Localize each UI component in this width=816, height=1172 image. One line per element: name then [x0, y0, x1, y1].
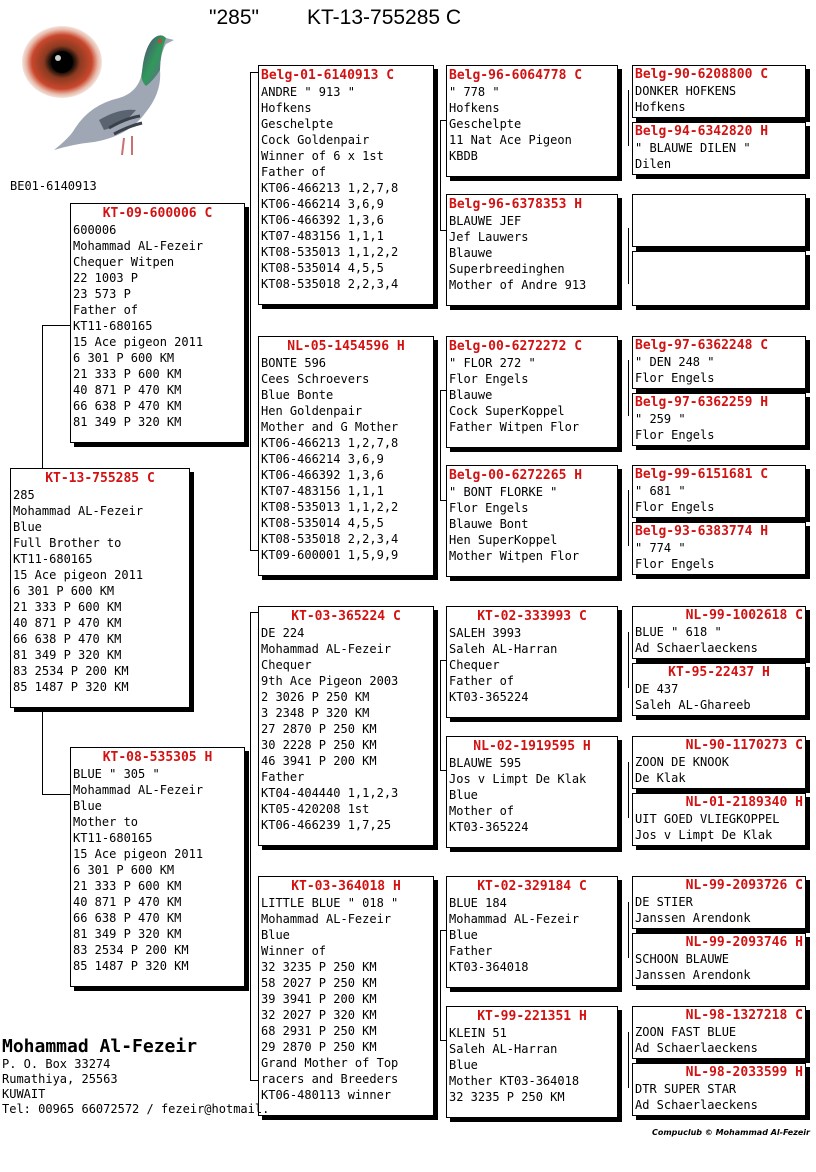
gg-grandparent-card: NL-90-1170273 C ZOON DE KNOOK De Klak — [632, 736, 806, 789]
pigeon-details: DE 224 Mohammad AL-Fezeir Chequer 9th Ace Pigeon 2003 2 3026 P 250 KM 3 2348 P 320 KM 27 2870 P 250 KM 30 2228 P 250 KM 46 3941 P 200 KM Father KT04-404440 1,1,2,3 KT05-420208 1st KT06-466239 1,7,25 — [261, 626, 399, 832]
great-grandparent-card: Belg-00-6272272 C " FLOR 272 " Flor Engels Blauwe Cock SuperKoppel Father Witpen Flor — [446, 336, 618, 448]
ring-number: Belg-96-6378353 H — [449, 197, 583, 212]
dam-dam-card — [258, 876, 434, 1116]
great-grandparent-card: Belg-00-6272265 H " BONT FLORKE " Flor Engels Blauwe Bont Hen SuperKoppel Mother Witpen Flor — [446, 465, 618, 577]
owner-contact: Mohammad Al-Fezeir P. O. Box 33274 Rumathiya, 25563 KUWAIT Tel: 00965 66072572 / fezeir@hotmail. — [2, 1036, 270, 1116]
ring-number: Belg-00-6272265 H — [449, 468, 583, 483]
gg-grandparent-card: Belg-94-6342820 H " BLAUWE DILEN " Dilen — [632, 122, 806, 175]
pigeon-details: LITTLE BLUE " 018 " Mohammad AL-Fezeir Blue Winner of 32 3235 P 250 KM 58 2027 P 250 KM 39 3941 P 200 KM 32 2027 P 320 KM 68 2931 P 250 KM 29 2870 P 250 KM Grand Mother of Top racers and Breeders KT06-480113 winner — [261, 896, 399, 1102]
pigeon-details: 285 Mohammad AL-Fezeir Blue Full Brother to KT11-680165 15 Ace pigeon 2011 6 301 P 600 KM 21 333 P 600 KM 40 871 P 470 KM 66 638 P 470 KM 81 349 P 320 KM 83 2534 P 200 KM 85 1487 P 320 KM — [13, 488, 144, 694]
gg-grandparent-card: Belg-99-6151681 C " 681 " Flor Engels — [632, 465, 806, 518]
ring-number: KT-08-535305 H — [102, 750, 213, 765]
gg-grandparent-card: KT-95-22437 H DE 437 Saleh AL-Ghareeb — [632, 663, 806, 716]
great-grandparent-card: Belg-96-6064778 C " 778 " Hofkens Geschelpte 11 Nat Ace Pigeon KBDB — [446, 65, 618, 177]
ring-number: KT-09-600006 C — [102, 206, 213, 221]
ring-number: Belg-00-6272272 C — [449, 339, 583, 354]
great-grandparent-card: KT-02-329184 C BLUE 184 Mohammad AL-Fezeir Blue Father KT03-364018 — [446, 876, 618, 988]
great-grandparent-card: KT-99-221351 H KLEIN 51 Saleh AL-Harran Blue Mother KT03-364018 32 3235 P 250 KM — [446, 1006, 618, 1118]
pigeon-details: BONTE 596 Cees Schroevers Blue Bonte Hen Goldenpair Mother and G Mother KT06-466213 1,2,7,8 KT06-466214 3,6,9 KT06-466392 1,3,6 KT07-483156 1,1,1 KT08-535013 1,1,2,2 KT08-535014 4,5,5 KT08-535018 2,2,3,4 KT09-600001 1,5,9,9 — [261, 356, 399, 562]
sire-dam-card — [258, 336, 434, 576]
gg-grandparent-card-empty — [632, 251, 806, 306]
ring-number: Belg-01-6140913 C — [261, 68, 395, 83]
pigeon-details: BLUE " 305 " Mohammad AL-Fezeir Blue Mother to KT11-680165 15 Ace pigeon 2011 6 301 P 600 KM 21 333 P 600 KM 40 871 P 470 KM 66 638 P 470 KM 81 349 P 320 KM 83 2534 P 200 KM 85 1487 P 320 KM — [73, 767, 204, 973]
footer-credit: Compuclub © Mohammad Al-Fezeir — [651, 1128, 810, 1137]
owner-name: Mohammad Al-Fezeir — [2, 1036, 198, 1057]
pigeon-details: ANDRE " 913 " Hofkens Geschelpte Cock Goldenpair Winner of 6 x 1st Father of KT06-466213 1,2,7,8 KT06-466214 3,6,9 KT06-466392 1,3,6 KT07-483156 1,1,1 KT08-535013 1,1,2,2 KT08-535014 4,5,5 KT08-535018 2,2,3,4 — [261, 85, 399, 291]
gg-grandparent-card: NL-01-2189340 H UIT GOED VLIEGKOPPEL Jos v Limpt De Klak — [632, 793, 806, 846]
ring-number: KT-99-221351 H — [477, 1009, 587, 1024]
owner-phone-email: Tel: 00965 66072572 / fezeir@hotmail. — [2, 1102, 270, 1116]
gg-grandparent-card: NL-98-2033599 H DTR SUPER STAR Ad Schaerlaeckens — [632, 1063, 806, 1116]
ring-number: KT-03-365224 C — [291, 609, 401, 624]
ring-number: KT-02-333993 C — [477, 609, 587, 624]
pigeon-details: 600006 Mohammad AL-Fezeir Chequer Witpen 22 1003 P 23 573 P Father of KT11-680165 15 Ace pigeon 2011 6 301 P 600 KM 21 333 P 600 KM 40 871 P 470 KM 66 638 P 470 KM 81 349 P 320 KM — [73, 223, 204, 429]
ring-number: KT-13-755285 C — [45, 471, 155, 486]
pigeon-ring-title: KT-13-755285 C — [307, 6, 462, 29]
great-grandparent-card: NL-02-1919595 H BLAUWE 595 Jos v Limpt De Klak Blue Mother of KT03-365224 — [446, 736, 618, 848]
pigeon-eye-logo — [14, 10, 184, 170]
ring-number: Belg-96-6064778 C — [449, 68, 583, 83]
gg-grandparent-card: Belg-93-6383774 H " 774 " Flor Engels — [632, 522, 806, 575]
gg-grandparent-card: Belg-90-6208800 C DONKER HOFKENS Hofkens — [632, 65, 806, 118]
sire-sire-card — [258, 65, 434, 305]
logo-caption: BE01-6140913 — [10, 179, 97, 193]
subject-pigeon-card — [10, 468, 190, 708]
ring-number: KT-02-329184 C — [477, 879, 587, 894]
sire-card — [70, 203, 245, 443]
ring-number: NL-02-1919595 H — [473, 739, 591, 754]
gg-grandparent-card: Belg-97-6362259 H " 259 " Flor Engels — [632, 393, 806, 446]
dam-sire-card — [258, 606, 434, 846]
great-grandparent-card: Belg-96-6378353 H BLAUWE JEF Jef Lauwers Blauwe Superbreedinghen Mother of Andre 913 — [446, 194, 618, 306]
gg-grandparent-card: NL-99-1002618 C BLUE " 618 " Ad Schaerlaeckens — [632, 606, 806, 659]
great-grandparent-card: KT-02-333993 C SALEH 3993 Saleh AL-Harran Chequer Father of KT03-365224 — [446, 606, 618, 718]
gg-grandparent-card: NL-99-2093746 H SCHOON BLAUWE Janssen Arendonk — [632, 933, 806, 986]
ring-number: NL-05-1454596 H — [287, 339, 405, 354]
pigeon-name-title: "285" — [209, 6, 259, 29]
ring-number: KT-03-364018 H — [291, 879, 401, 894]
gg-grandparent-card-empty — [632, 194, 806, 247]
dam-card — [70, 747, 245, 987]
gg-grandparent-card: NL-99-2093726 C DE STIER Janssen Arendonk — [632, 876, 806, 929]
gg-grandparent-card: Belg-97-6362248 C " DEN 248 " Flor Engels — [632, 336, 806, 389]
gg-grandparent-card: NL-98-1327218 C ZOON FAST BLUE Ad Schaerlaeckens — [632, 1006, 806, 1059]
